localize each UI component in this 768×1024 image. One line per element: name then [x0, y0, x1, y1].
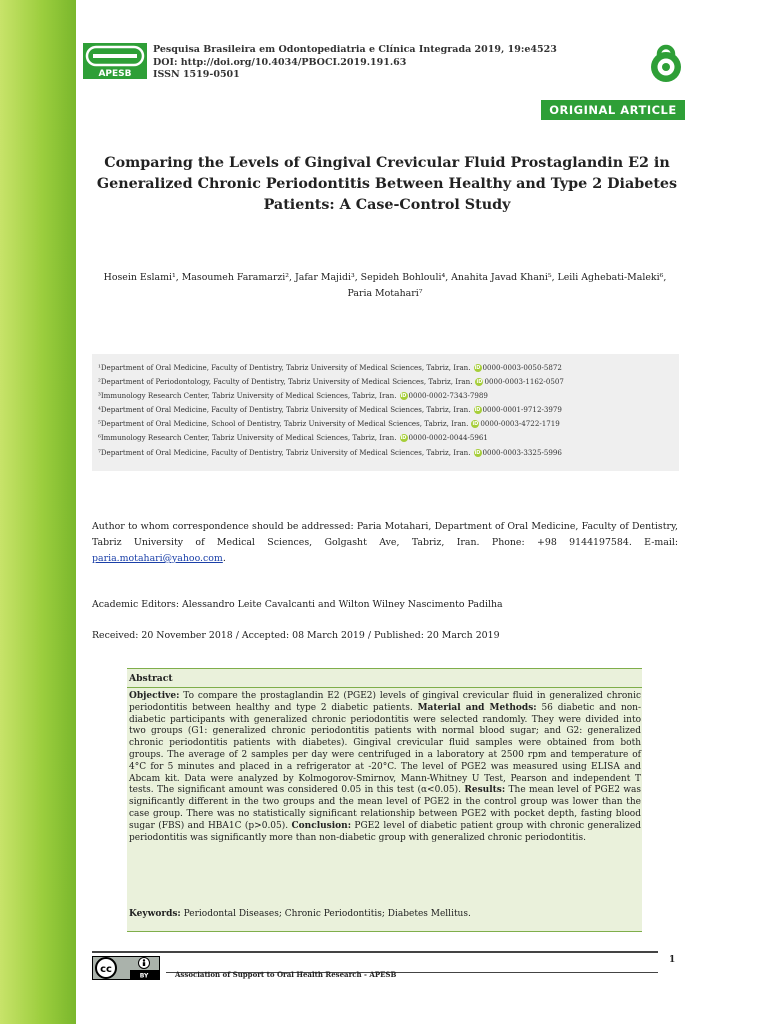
methods-text: 56 diabetic and non-diabetic participants with generalized chronic periodontitis were selected randomly. They were divided into two groups (G1: generalized chronic periodontitis patients with normal blood sugar; and G2: generalized chronic periodontitis patients with diabetes). Gingival crevicular fluid samples were obtained from both groups. The average of 2 samples per day were centrifuged in a laboratory at 2500 rpm and temperature of 4°C for 5 minutes and placed in a refrigerator at -20°C. The level of PGE2 was measured using ELISA and Abcam kit. Data were analyzed by Kolmogorov-Smirnov, Mann-Whitney U Test, Pearson and independent T tests. The significant amount was considered 0.05 in this test (α<0.05).: [129, 702, 641, 796]
affiliation-line: [98, 377, 564, 386]
methods-label: Material and Methods:: [417, 702, 537, 713]
orcid-id[interactable]: 0000-0003-1162-0507: [484, 377, 564, 386]
affiliation-text: ⁶Immunology Research Center, Tabriz University of Medical Sciences, Tabriz, Iran.: [98, 433, 397, 442]
journal-header: [153, 44, 557, 82]
footer-divider: [92, 951, 658, 953]
objective-label: Objective:: [129, 691, 180, 701]
footer-text: Association of Support to Oral Health Research - APESB: [175, 970, 397, 979]
results-text: The mean level of PGE2 was significantly different in the two groups and the mean level of PGE2 in the control group was lower than the case group. There was no statistically significant relationship between PGE2 with pocket depth, fasting blood sugar (FBS) and HBA1C (p>0.05).: [129, 785, 642, 831]
affiliation-text: ⁵Department of Oral Medicine, School of Dentistry, Tabriz University of Medical Sciences, Tabriz, Iran.: [98, 419, 469, 428]
decorative-sidebar: [0, 0, 76, 1024]
license-label: BY: [139, 972, 149, 980]
orcid-icon[interactable]: iD: [476, 379, 483, 385]
results-label: Results:: [464, 785, 506, 796]
affiliation-text: ⁷Department of Oral Medicine, Faculty of Dentistry, Tabriz University of Medical Sciences, Tabriz, Iran.: [98, 448, 471, 457]
affiliation-line: [98, 433, 488, 442]
abstract-heading: Abstract: [129, 673, 173, 684]
correspondence-end: .: [222, 553, 226, 564]
affiliation-text: ¹Department of Oral Medicine, Faculty of Dentistry, Tabriz University of Medical Sciences, Tabriz, Iran.: [98, 363, 471, 372]
orcid-id[interactable]: 0000-0003-0050-5872: [482, 363, 562, 372]
abstract-body: [129, 691, 641, 844]
academic-editors: Academic Editors: Alessandro Leite Cavalcanti and Wilton Wilney Nascimento Padilha: [92, 599, 503, 610]
conclusion-text: PGE2 level of diabetic patient group with chronic generalized periodontitis was significantly more than non-diabetic group with generalized chronic periodontitis.: [129, 820, 641, 843]
affiliation-line: [98, 448, 562, 457]
author-list: Hosein Eslami¹, Masoumeh Faramarzi², Jafar Majidi³, Sepideh Bohlouli⁴, Anahita Javad Khani⁵, Leili Aghebati-Maleki⁶, Paria Motahari⁷: [103, 272, 667, 299]
conclusion-label: Conclusion:: [291, 820, 352, 831]
doi[interactable]: DOI: http://doi.org/10.4034/PBOCI.2019.191.63: [153, 56, 407, 68]
logo-text: APESB: [98, 69, 132, 79]
orcid-id[interactable]: 0000-0002-7343-7989: [408, 391, 488, 400]
affiliation-text: ²Department of Periodontology, Faculty of Dentistry, Tabriz University of Medical Sciences, Tabriz, Iran.: [98, 377, 473, 386]
page-number: 1: [669, 955, 676, 965]
orcid-icon[interactable]: iD: [472, 421, 479, 427]
orcid-icon[interactable]: iD: [400, 393, 407, 399]
affiliation-text: ³Immunology Research Center, Tabriz University of Medical Sciences, Tabriz, Iran.: [98, 391, 397, 400]
orcid-id[interactable]: 0000-0003-4722-1719: [480, 419, 560, 428]
abstract-box: [127, 668, 642, 932]
objective-text: To compare the prostaglandin E2 (PGE2) levels of gingival crevicular fluid in generalized chronic periodontitis between healthy and type 2 diabetic patients.: [129, 691, 641, 713]
affiliation-line: [98, 391, 488, 400]
correspondence-text: Author to whom correspondence should be addressed: Paria Motahari, Department of Oral Medicine, Faculty of Dentistry, Tabriz University of Medical Sciences, Golgasht Ave, Tabriz, Iran. Phone: +98 9144197584. E-mail:: [92, 521, 678, 548]
keywords-text: Periodontal Diseases; Chronic Periodontitis; Diabetes Mellitus.: [180, 909, 471, 919]
open-access-icon: [648, 44, 684, 82]
affiliation-text: ⁴Department of Oral Medicine, Faculty of Dentistry, Tabriz University of Medical Sciences, Tabriz, Iran.: [98, 405, 471, 414]
keywords-label: Keywords:: [129, 909, 181, 919]
orcid-icon[interactable]: iD: [474, 407, 481, 413]
keywords: [129, 909, 471, 919]
orcid-id[interactable]: 0000-0001-9712-3979: [482, 405, 562, 414]
journal-citation: Pesquisa Brasileira em Odontopediatria e Clínica Integrada 2019, 19:e4523: [153, 44, 557, 55]
svg-text:cc: cc: [100, 964, 112, 975]
orcid-icon[interactable]: iD: [400, 435, 407, 441]
apesb-logo: [83, 43, 147, 79]
affiliation-line: [98, 419, 560, 428]
issn: ISSN 1519-0501: [153, 69, 240, 80]
affiliation-line: [98, 405, 562, 414]
orcid-id[interactable]: 0000-0003-3325-5996: [482, 448, 562, 457]
email-link[interactable]: paria.motahari@yahoo.com: [92, 553, 223, 564]
article-type-badge: ORIGINAL ARTICLE: [541, 100, 685, 120]
orcid-icon[interactable]: iD: [474, 450, 481, 456]
correspondence: [92, 519, 678, 567]
article-title: Comparing the Levels of Gingival Crevicular Fluid Prostaglandin E2 in Generalized Chronic Periodontitis Between Healthy and Type 2 Diabetes Patients: A Case-Control Study: [96, 155, 678, 213]
affiliation-line: [98, 363, 562, 372]
abstract-divider: [127, 687, 642, 688]
orcid-id[interactable]: 0000-0002-0044-5961: [408, 433, 488, 442]
orcid-icon[interactable]: iD: [474, 365, 481, 371]
affiliations-box: [92, 354, 679, 471]
cc-by-license-icon[interactable]: [92, 956, 160, 980]
publication-dates: Received: 20 November 2018 / Accepted: 08 March 2019 / Published: 20 March 2019: [92, 630, 500, 641]
